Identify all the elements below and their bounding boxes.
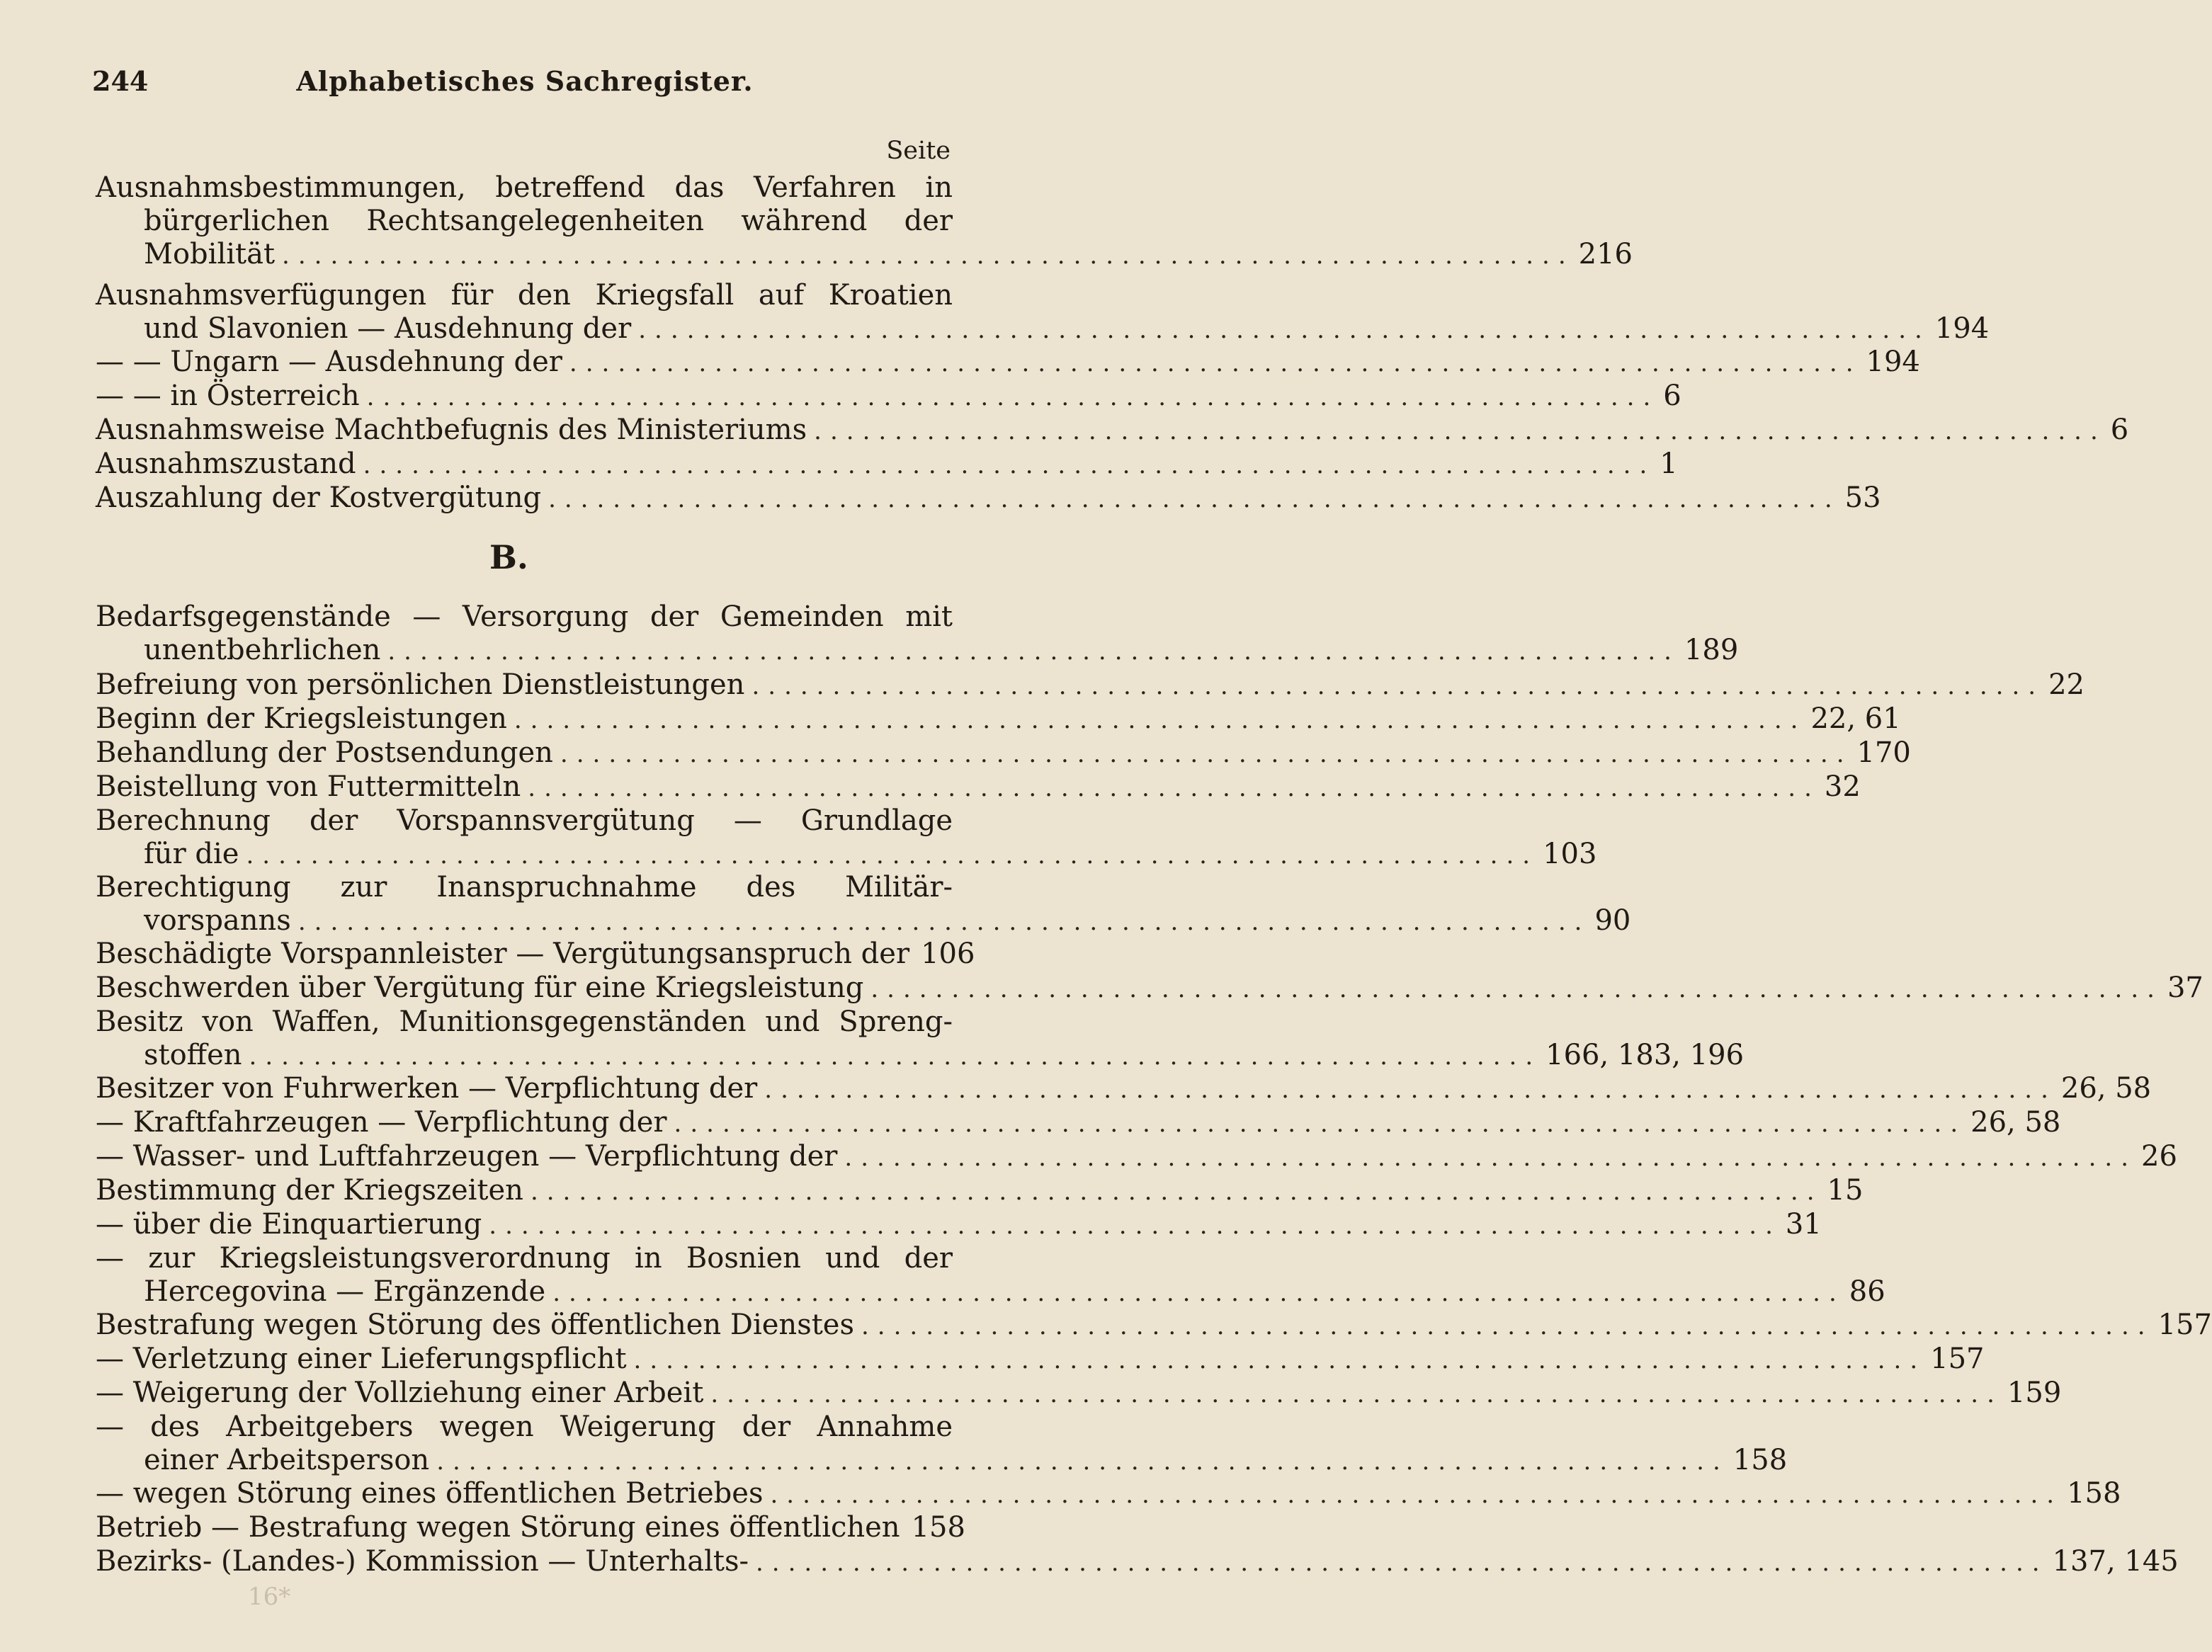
entry-text: — Verletzung einer Lieferungspflicht [96, 1343, 627, 1375]
entry-text: Beschädigte Vorspannleister — Vergütungsanspruch der [96, 938, 910, 970]
entry-text: Bestrafung wegen Störung des öffentlichen Dienstes [96, 1309, 854, 1341]
page-reference: 157 [2157, 1309, 2212, 1341]
dot-leader: ................................................................................ [514, 706, 1807, 734]
entry-text: — — Ungarn — Ausdehnung der [96, 346, 562, 378]
entry-line [96, 1174, 1864, 1207]
page-reference: 1 [1660, 448, 1678, 480]
index-entry [96, 1208, 1822, 1241]
index-entry [96, 171, 1633, 271]
seite-column-label: Seite [886, 137, 951, 165]
page-reference: 31 [1785, 1208, 1822, 1241]
dot-leader: ................................................................................ [764, 1076, 2057, 1104]
dot-leader: ................................................................................ [436, 1447, 1729, 1476]
index-entry [96, 770, 1861, 804]
page-reference: 216 [1578, 238, 1633, 270]
page-reference: 22 [2048, 668, 2085, 701]
entry-line [96, 448, 1678, 481]
index-entry [96, 1309, 2212, 1342]
entry-text: Beginn der Kriegsleistungen [96, 702, 507, 735]
page-reference: 157 [1930, 1343, 1985, 1375]
page-reference: 158 [911, 1511, 965, 1544]
entry-text: Betrieb — Bestrafung wegen Störung eines öffentlichen [96, 1511, 900, 1544]
index-entry [96, 702, 1901, 736]
entry-line [96, 938, 975, 971]
entry-text: unentbehrlichen [144, 634, 381, 666]
page-reference: 137, 145 [2052, 1545, 2179, 1578]
entry-line [96, 804, 953, 838]
entry-line [96, 871, 953, 904]
entry-line [96, 482, 1881, 515]
entry-line [96, 1039, 1745, 1072]
dot-leader: ................................................................................ [861, 1312, 2154, 1340]
dot-leader: ................................................................................ [548, 485, 1841, 513]
entry-line [96, 1477, 2121, 1510]
index-entry [96, 1377, 2062, 1410]
page-reference: 158 [1732, 1444, 1788, 1476]
entry-line [96, 1242, 953, 1275]
dot-leader: ................................................................................ [751, 672, 2045, 700]
entry-text: vorspanns [144, 904, 291, 937]
entry-line [96, 380, 1681, 413]
index-entry [96, 279, 1990, 346]
entry-line [96, 634, 1739, 667]
entry-text: bürgerlichen Rechtsangelegenheiten während der [144, 205, 953, 237]
page-reference: 166, 183, 196 [1545, 1039, 1745, 1071]
entry-text: Bedarfsgegenstände — Versorgung der Gemeinden mit [96, 600, 953, 633]
page-reference: 32 [1824, 770, 1861, 803]
entry-line [96, 1545, 2179, 1578]
page-reference: 194 [1934, 312, 1990, 345]
index-entry [96, 448, 1678, 481]
index-entry [96, 1106, 2061, 1139]
index-entry [96, 1343, 1985, 1376]
entry-line [96, 1275, 1885, 1309]
page-header [92, 65, 958, 108]
entry-line [96, 414, 2129, 447]
entry-text: — wegen Störung eines öffentlichen Betriebes [96, 1477, 764, 1510]
entry-line [96, 1309, 2212, 1342]
folio-mark: 16* [248, 1583, 291, 1611]
entry-line [96, 279, 953, 312]
dot-leader: ................................................................................ [756, 1549, 2048, 1577]
entry-line [96, 1072, 2152, 1105]
index-entry [96, 1140, 2177, 1173]
entry-text: Mobilität [144, 238, 276, 270]
dot-leader: ................................................................................ [569, 349, 1862, 377]
page-title: Alphabetisches Sachregister. [296, 65, 754, 97]
dot-leader: ................................................................................ [674, 1110, 1967, 1138]
index-entry [96, 736, 1911, 770]
entry-line [96, 1343, 1985, 1376]
entry-line [96, 312, 1990, 346]
index-entry [96, 346, 1920, 379]
entry-line [96, 1208, 1822, 1241]
entry-text: Befreiung von persönlichen Dienstleistungen [96, 668, 745, 701]
entry-text: für die [144, 838, 239, 870]
entry-text: Beschwerden über Vergütung für eine Kriegsleistung [96, 972, 864, 1004]
page-reference: 37 [2167, 972, 2204, 1004]
entry-text: einer Arbeitsperson [144, 1444, 430, 1476]
page-reference: 22, 61 [1810, 702, 1901, 735]
entry-line [96, 702, 1901, 736]
dot-leader: ................................................................................ [282, 241, 1575, 270]
dot-leader: ................................................................................ [560, 740, 1853, 768]
entry-text: — Weigerung der Vollziehung einer Arbeit [96, 1377, 704, 1409]
page-reference: 6 [1663, 380, 1681, 412]
dot-leader: ................................................................................ [552, 1279, 1845, 1307]
entry-line [96, 346, 1920, 379]
page-reference: 189 [1684, 634, 1739, 666]
index-entry [96, 1174, 1864, 1207]
index-entry [96, 804, 1597, 871]
entry-text: — zur Kriegsleistungsverordnung in Bosnien und der [96, 1242, 953, 1275]
dot-leader: ................................................................................ [387, 637, 1680, 666]
entry-line [96, 668, 2085, 702]
page-reference: 90 [1594, 904, 1631, 937]
dot-leader: ................................................................................ [366, 383, 1660, 411]
entry-text: — Wasser- und Luftfahrzeugen — Verpflichtung der [96, 1140, 838, 1173]
page-reference: 26, 58 [1970, 1106, 2061, 1139]
page-reference: 158 [2067, 1477, 2121, 1510]
index-entry [96, 1477, 2121, 1510]
entry-text: Besitzer von Fuhrwerken — Verpflichtung der [96, 1072, 758, 1105]
entry-text: — — in Österreich [96, 380, 360, 412]
entry-text: Ausnahmsverfügungen für den Kriegsfall auf Kroatien [96, 279, 953, 312]
index-entry [96, 1072, 2152, 1105]
entry-line [96, 1106, 2061, 1139]
index-entry [96, 1545, 2179, 1578]
section-letter-b: B. [489, 538, 528, 576]
index-entry [96, 1411, 1788, 1477]
dot-leader: ................................................................................ [870, 975, 2163, 1003]
entry-line [96, 171, 953, 205]
entry-text: — Kraftfahrzeugen — Verpflichtung der [96, 1106, 667, 1139]
entry-line [96, 1377, 2062, 1410]
index-entry [96, 938, 975, 971]
entry-text: Berechtigung zur Inanspruchnahme des Militär- [96, 871, 953, 904]
dot-leader: ................................................................................ [363, 451, 1656, 479]
entry-text: Ausnahmsbestimmungen, betreffend das Verfahren in [96, 171, 953, 204]
dot-leader: ................................................................................ [489, 1212, 1781, 1240]
dot-leader: ................................................................................ [814, 417, 2106, 445]
entry-line [96, 1444, 1788, 1477]
index-entry [96, 482, 1881, 515]
page-number: 244 [92, 65, 149, 97]
index-entry [96, 380, 1681, 413]
entry-text: und Slavonien — Ausdehnung der [144, 312, 632, 345]
page-reference: 26 [2141, 1140, 2177, 1173]
page-reference: 6 [2110, 414, 2129, 446]
entry-line [96, 600, 953, 634]
entry-line [96, 1006, 953, 1039]
dot-leader: ................................................................................ [246, 841, 1539, 870]
page-reference: 159 [2007, 1377, 2062, 1409]
dot-leader: ................................................................................ [844, 1144, 2138, 1172]
page-reference: 86 [1849, 1275, 1885, 1308]
dot-leader: ................................................................................ [633, 1346, 1927, 1374]
dot-leader: ................................................................................ [638, 316, 1931, 344]
page-reference: 194 [1866, 346, 1920, 378]
entry-line [96, 1140, 2177, 1173]
dot-leader: ................................................................................ [249, 1042, 1542, 1071]
page-reference: 103 [1543, 838, 1597, 870]
index-entry [96, 871, 1631, 938]
dot-leader: ................................................................................ [770, 1481, 2063, 1509]
entry-line [96, 904, 1631, 938]
entry-line [96, 770, 1861, 804]
page-reference: 53 [1844, 482, 1881, 514]
dot-leader: ................................................................................ [530, 1178, 1823, 1206]
page-reference: 15 [1827, 1174, 1864, 1207]
entry-line [96, 736, 1911, 770]
entry-text: Ausnahmsweise Machtbefugnis des Ministeriums [96, 414, 807, 446]
entry-line [96, 838, 1597, 871]
entry-text: Bezirks- (Landes-) Kommission — Unterhalts- [96, 1545, 749, 1578]
page-reference: 26, 58 [2060, 1072, 2152, 1105]
dot-leader: ................................................................................ [297, 908, 1591, 936]
index-entry [96, 972, 2204, 1005]
page-reference: 106 [921, 938, 975, 970]
dot-leader: ................................................................................ [528, 774, 1820, 802]
entry-text: Besitz von Waffen, Munitionsgegenständen und Spreng- [96, 1006, 953, 1038]
index-entry [96, 600, 1739, 667]
entry-text: Hercegovina — Ergänzende [144, 1275, 546, 1308]
entry-text: Bestimmung der Kriegszeiten [96, 1174, 523, 1207]
entry-text: — über die Einquartierung [96, 1208, 482, 1241]
dot-leader: ................................................................................ [710, 1380, 2003, 1408]
entry-text: Ausnahmszustand [96, 448, 356, 480]
entry-line [96, 1411, 953, 1444]
entry-text: — des Arbeitgebers wegen Weigerung der Annahme [96, 1411, 953, 1443]
index-entry [96, 1511, 965, 1544]
entry-line [96, 238, 1633, 271]
entry-text: Behandlung der Postsendungen [96, 736, 553, 769]
entry-text: stoffen [144, 1039, 242, 1071]
entry-line [96, 972, 2204, 1005]
entry-line [96, 205, 953, 238]
page-reference: 170 [1856, 736, 1911, 769]
index-entry [96, 414, 2129, 447]
index-entry [96, 1242, 1885, 1309]
entry-text: Berechnung der Vorspannsvergütung — Grundlage [96, 804, 953, 837]
entry-text: Beistellung von Futtermitteln [96, 770, 521, 803]
index-entry [96, 668, 2085, 702]
index-entry [96, 1006, 1745, 1072]
entry-text: Auszahlung der Kostvergütung [96, 482, 542, 514]
entry-line [96, 1511, 965, 1544]
